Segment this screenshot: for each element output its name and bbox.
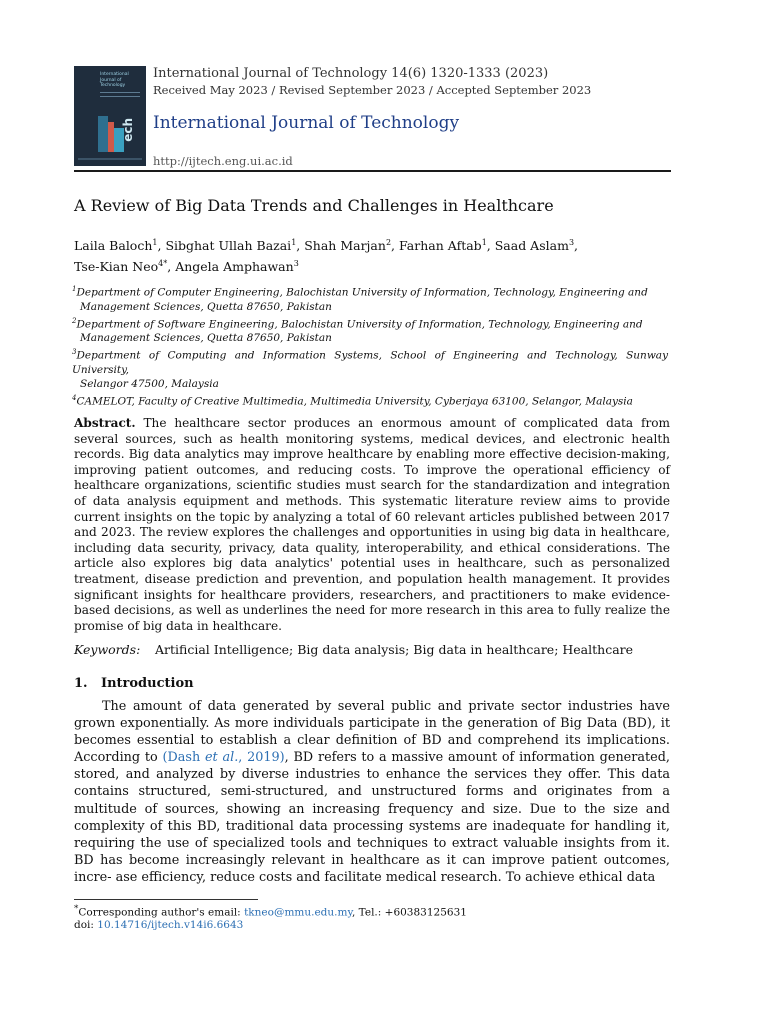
abstract	[74, 416, 670, 634]
affiliation-number: 2	[72, 316, 77, 325]
author-name: Tse-Kian Neo	[74, 259, 159, 275]
cover-divider	[100, 96, 140, 97]
citation-author: (Dash	[162, 750, 205, 766]
affiliation-text: Department of Software Engineering, Balochistan University of Information, Technology, Engineering and	[76, 318, 643, 330]
author-name: Farhan Aftab	[398, 238, 482, 254]
affiliation-text: CAMELOT, Faculty of Creative Multimedia, Multimedia University, Cyberjaya 63100, Selangor, Malaysia	[76, 395, 633, 407]
intro-text-part2: , BD refers to a massive amount of information generated, stored, and analyzed by diverse industries to enhance the services they offer. This data contains structured, semi-structured, and unstructured forms and originates from a multitude of sources, showing an increasing frequency and size. Due to the size and complexity of this BD, traditional data processing systems are inadequate for handling it, requiring the use of specialized tools and techniques to extract valuable insights from it. BD has become increasingly relevant in healthcare as it can improve patient outcomes, incre- ase efficiency, reduce costs and facilitate medical research. To achieve ethical data	[74, 750, 670, 885]
citation-link[interactable]	[163, 750, 285, 765]
author-affiliation-marker: 2	[385, 238, 392, 247]
doi-footnote	[74, 919, 243, 931]
affiliation-text: Management Sciences, Quetta 87650, Pakistan	[80, 332, 332, 344]
author-affiliation-marker: 1	[291, 238, 297, 247]
doi-label: doi:	[74, 919, 98, 931]
keywords-text: Artificial Intelligence; Big data analysis; Big data in healthcare; Healthcare	[155, 642, 634, 657]
author-list: Laila Baloch$^1$, Sibghat Ullah Bazai$^1$, Shah Marjan$^2$, Farhan Aftab$^1$, Saad Aslam$^3$, Tse-Kian Neo$^{4*}$, Angela Amphawan$^3$	[74, 238, 579, 275]
corresponding-author-footnote	[74, 904, 467, 919]
keywords	[74, 642, 670, 657]
citation-etal: et al.	[204, 750, 239, 766]
affiliation-number: 4	[72, 393, 77, 402]
affiliation-text: Selangor 47500, Malaysia	[80, 377, 219, 390]
author-name: Sibghat Ullah Bazai	[165, 238, 292, 254]
affiliation-text: Management Sciences, Quetta 87650, Pakistan	[80, 300, 332, 313]
cover-graphic	[98, 116, 108, 152]
section-number: 1.	[74, 676, 88, 691]
affiliation-text: Department of Computing and Information Systems, School of Engineering and Technology, Sunway University,	[72, 349, 668, 376]
author-affiliation-marker: 3	[293, 259, 299, 269]
journal-cover-image	[74, 66, 146, 166]
section-title: Introduction	[101, 676, 194, 691]
affiliation-item	[72, 282, 668, 314]
corr-label: Corresponding author's email:	[78, 906, 245, 919]
cover-divider	[100, 92, 140, 93]
abstract-text: The healthcare sector produces an enormous amount of complicated data from several sources, such as health monitoring systems, medical devices, and electronic health records. Big data analytics may improve healthcare by enabling more effective decision-making, improving patient outcomes, and reducing costs. To improve the operational efficiency of healthcare organizations, scientific studies must search for the standardization and integration of data analysis equipment and methods. This systematic literature review aims to provide current insights on the topic by analyzing a total of 60 relevant articles published between 2017 and 2023. The review explores the challenges and opportunities in using big data in healthcare, including data security, privacy, data quality, interoperability, and ethical considerations. The article also explores big data analytics' potential uses in healthcare, such as personalized treatment, disease prediction and prevention, and population health management. It provides significant insights for healthcare providers, researchers, and practitioners to make evidence-based decisions, as well as underlines the need for more research in this area to fully realize the promise of big data in healthcare.	[74, 416, 670, 633]
author-name: Saad Aslam	[494, 238, 569, 254]
section-heading	[74, 676, 194, 691]
affiliations	[72, 282, 668, 408]
introduction-paragraph	[74, 698, 670, 886]
footnote-divider	[74, 899, 258, 900]
author-name: Laila Baloch	[74, 238, 153, 254]
author-phone: , Tel.: +60383125631	[352, 906, 467, 919]
affiliation-number: 1	[72, 285, 77, 293]
paper-title: A Review of Big Data Trends and Challenges in Healthcare	[74, 196, 554, 215]
citation-year: , 2019)	[238, 750, 285, 766]
affiliation-number: 3	[72, 348, 77, 356]
author-affiliation-marker: 4*	[158, 259, 168, 269]
journal-url[interactable]: http://ijtech.eng.ui.ac.id	[153, 154, 293, 168]
author-affiliation-marker: 1	[152, 238, 158, 247]
cover-title: International Journal of Technology	[100, 72, 129, 88]
keywords-label: Keywords:	[74, 642, 141, 657]
author-name: Shah Marjan	[304, 238, 386, 254]
author-email-link[interactable]: tkneo@mmu.edu.my	[244, 906, 352, 919]
submission-dates: Received May 2023 / Revised September 2023 / Accepted September 2023	[153, 83, 592, 97]
journal-citation: International Journal of Technology 14(6) 1320-1333 (2023)	[153, 66, 549, 81]
author-affiliation-marker: 1	[481, 238, 487, 247]
header-divider	[74, 170, 671, 172]
cover-footer-bar	[78, 158, 142, 160]
author-affiliation-marker: 3	[568, 238, 575, 247]
doi-link[interactable]: 10.14716/ijtech.v14i6.6643	[97, 919, 244, 931]
intro-text-part1: The amount of data generated by several public and private sector industries have grown exponentially. As more individuals participate in the generation of Big Data (BD), it becomes essential to establish a clear definition of BD and comprehend its implications. According to	[74, 699, 670, 766]
affiliation-item	[72, 345, 668, 391]
cover-logo-text: ech	[121, 118, 135, 142]
footnote-marker: *	[74, 904, 79, 914]
affiliation-item	[72, 391, 668, 409]
affiliation-text: Department of Computer Engineering, Balochistan University of Information, Technology, Engineering and	[76, 286, 648, 299]
author-name: Angela Amphawan	[175, 259, 294, 275]
abstract-label: Abstract.	[74, 416, 136, 430]
journal-name: International Journal of Technology	[153, 113, 460, 133]
affiliation-item	[72, 314, 668, 346]
